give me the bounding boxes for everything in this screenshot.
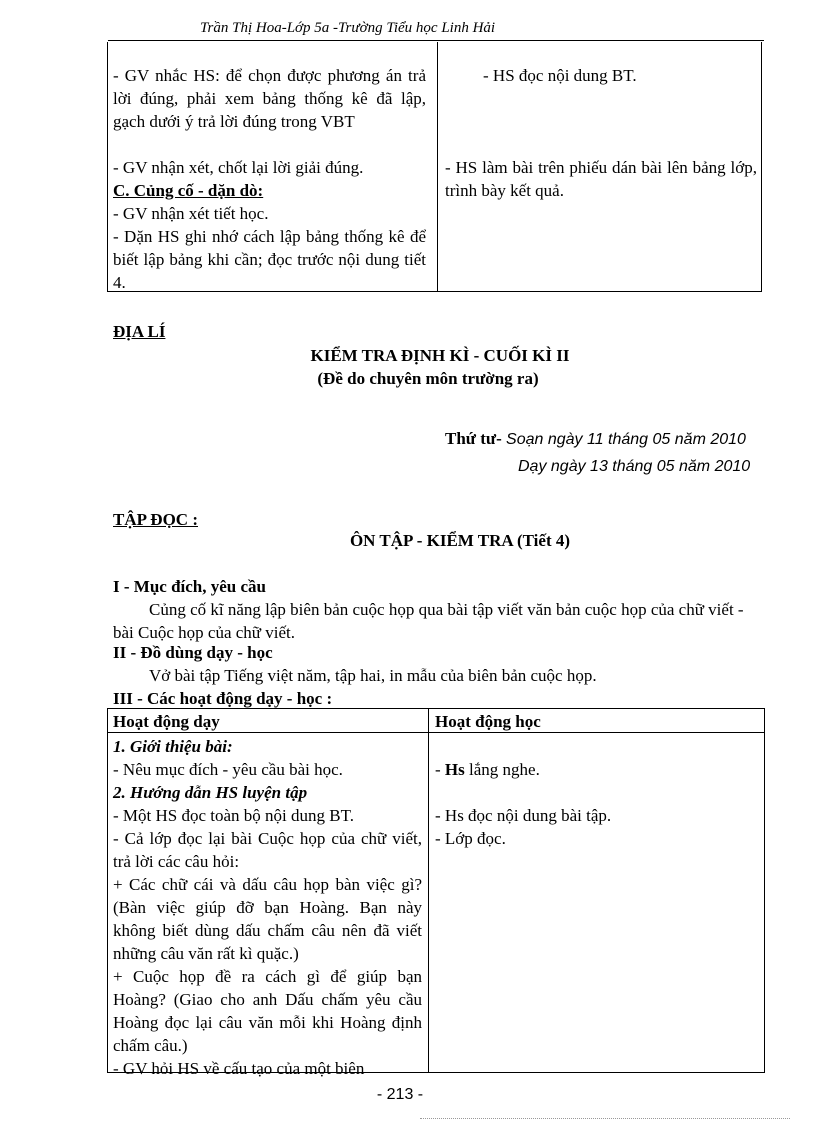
table-cell-teacher: - Nêu mục đích - yêu cầu bài học. — [113, 760, 343, 779]
section-text: Vở bài tập Tiếng việt năm, tập hai, in mẫu của biên bản cuộc họp. — [149, 666, 597, 685]
section-heading: III - Các hoạt động dạy - học : — [113, 689, 333, 708]
table-cell-student: - Lớp đọc. — [435, 829, 506, 848]
column-header: Hoạt động dạy — [113, 712, 220, 731]
table-cell-student: - HS làm bài trên phiếu dán bài lên bảng lớp, trình bày kết quả. — [445, 158, 757, 200]
activity-table-continued — [107, 42, 762, 292]
subject-label: TẬP ĐỌC : — [113, 510, 198, 529]
teaching-date: Dạy ngày 13 tháng 05 năm 2010 — [518, 458, 751, 475]
table-cell-teacher: - Cả lớp đọc lại bài Cuộc họp của chữ viết, trả lời các câu hỏi: — [113, 829, 422, 871]
table-divider — [437, 42, 438, 291]
lesson-title: ÔN TẬP - KIỂM TRA (Tiết 4) — [349, 531, 571, 550]
table-cell-teacher: + Cuộc họp đề ra cách gì để giúp bạn Hoàng? (Giao cho anh Dấu chấm yêu cầu Hoàng đọc lại câu văn mỗi khi Hoàng định chấm câu.) — [113, 967, 422, 1055]
student-text-prefix: - — [435, 760, 445, 779]
table-cell-teacher: - GV hỏi HS về cấu tạo của một biên — [113, 1059, 365, 1078]
prepared-date: Soạn ngày 11 tháng 05 năm 2010 — [506, 431, 746, 448]
section-heading: I - Mục đích, yêu cầu — [113, 577, 266, 596]
header-rule — [108, 40, 764, 41]
subject-label: ĐỊA LÍ — [113, 322, 166, 341]
subject-subtitle: (Đề do chuyên môn trường ra) — [317, 369, 539, 388]
step-heading: 2. Hướng dẫn HS luyện tập — [113, 783, 308, 802]
table-cell-student: - Hs đọc nội dung bài tập. — [435, 806, 612, 825]
date-line-prepared — [445, 427, 746, 451]
section-heading: II - Đồ dùng dạy - học — [113, 643, 273, 662]
subject-title: KIỂM TRA ĐỊNH KÌ - CUỐI KÌ II — [310, 346, 570, 365]
step-heading: 1. Giới thiệu bài: — [113, 737, 233, 756]
page-number: - 213 - — [376, 1086, 424, 1103]
table-cell-teacher: - GV nhắc HS: để chọn được phương án trả lời đúng, phải xem bảng thống kê đã lập, gạch dưới ý trả lời đúng trong VBT — [113, 66, 426, 131]
table-cell-teacher: + Các chữ cái và dấu câu họp bàn việc gì? (Bàn việc giúp đỡ bạn Hoàng. Bạn này không biết dùng dấu chấm câu nên đã viết những câu văn rất kì quặc.) — [113, 875, 422, 963]
table-cell-teacher: - GV nhận xét tiết học. — [113, 204, 269, 223]
activity-table — [107, 708, 765, 1078]
footer-rule — [420, 1118, 790, 1119]
table-divider — [428, 709, 429, 1072]
column-header: Hoạt động học — [435, 712, 541, 731]
page-header: Trần Thị Hoa-Lớp 5a -Trường Tiểu học Linh Hải — [200, 20, 496, 36]
weekday-label: Thứ tư- — [445, 429, 502, 448]
table-cell-teacher: - Một HS đọc toàn bộ nội dung BT. — [113, 806, 354, 825]
student-text-rest: lắng nghe. — [464, 760, 540, 779]
section-text: Củng cố kĩ năng lập biên bản cuộc họp qua bài tập viết văn bản cuộc họp của chữ viết - bài Cuộc họp của chữ viết. — [113, 600, 744, 642]
student-text-bold: Hs — [444, 760, 465, 779]
table-cell-teacher: - Dặn HS ghi nhớ cách lập bảng thống kê để biết lập bảng khi cần; đọc trước nội dung tiết 4. — [113, 227, 426, 292]
section-heading-text: C. Củng cố - dặn dò: — [113, 181, 264, 200]
table-cell-student — [435, 758, 755, 781]
table-cell-teacher: - GV nhận xét, chốt lại lời giải đúng. — [113, 158, 364, 177]
section-heading — [113, 179, 426, 202]
table-cell-student: - HS đọc nội dung BT. — [483, 66, 637, 85]
